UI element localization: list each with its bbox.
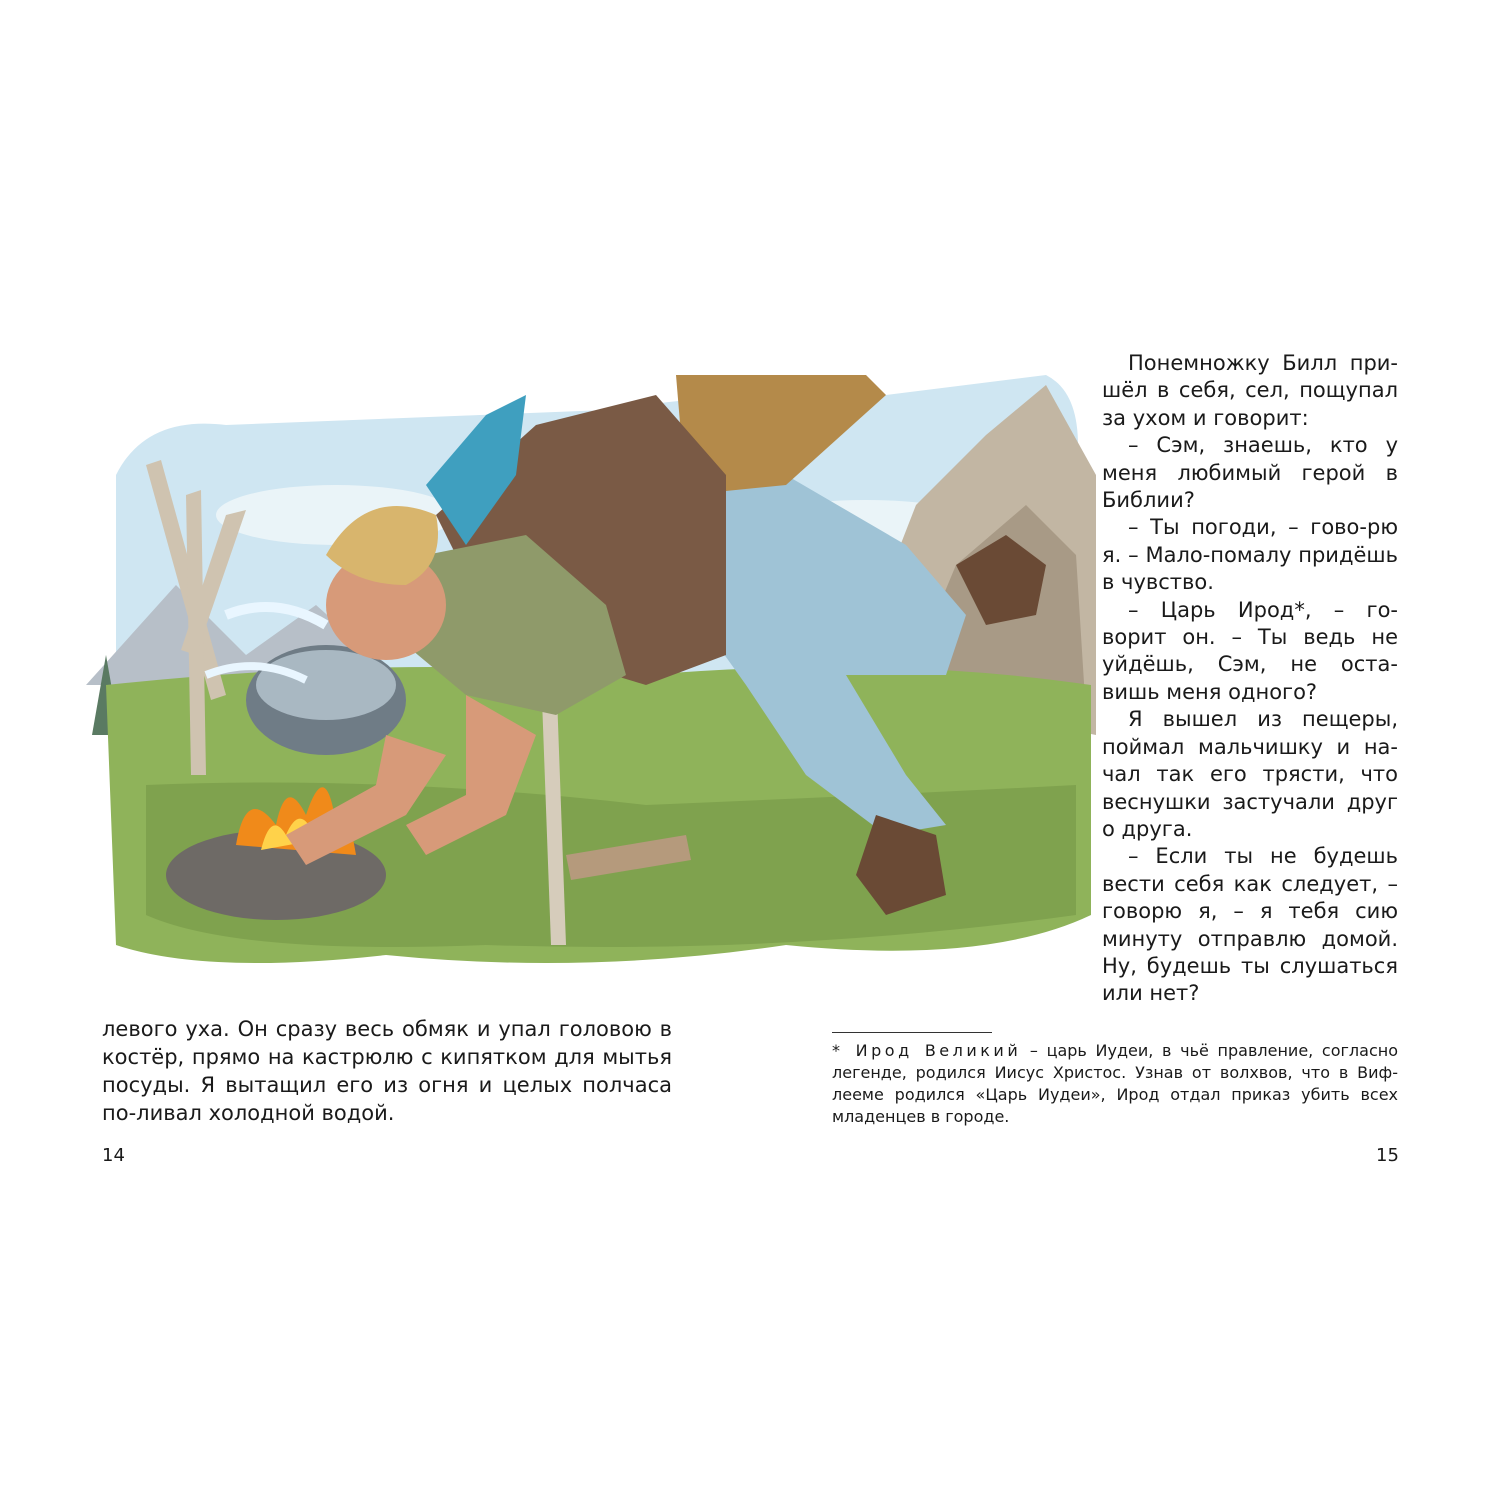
illustration-svg	[86, 355, 1101, 980]
paragraph: – Ты погоди, – гово-рю я. – Мало-помалу придёшь в чувство.	[1102, 515, 1398, 595]
right-page-text	[1102, 350, 1398, 1008]
paragraph: – Царь Ирод*, – го-ворит он. – Ты ведь не уйдёшь, Сэм, не оста-вишь меня одного?	[1102, 597, 1398, 704]
page-number-left: 14	[102, 1145, 125, 1166]
paragraph: – Сэм, знаешь, кто у меня любимый герой в Библии?	[1102, 433, 1398, 513]
page-number-right: 15	[1376, 1145, 1399, 1166]
story-illustration	[86, 355, 1101, 980]
paragraph: Я вышел из пещеры, поймал мальчишку и на-чал так его трясти, что веснушки застучали друг о друга.	[1102, 707, 1398, 841]
paragraph: левого уха. Он сразу весь обмяк и упал головою в костёр, прямо на кастрюлю с кипятком для мытья посуды. Я вытащил его из огня и целых полчаса по-ливал холодной водой.	[102, 1017, 672, 1125]
footnote-body: – царь Иудеи, в чьё правление, согласно легенде, родился Иисус Христос. Узнав от волхвов, что в Виф-лееме родился «Царь Иудеи», Ирод отдал приказ убить всех младенцев в городе.	[832, 1041, 1398, 1126]
left-page-text	[102, 1015, 672, 1127]
footnote-term: * Ирод Великий	[832, 1041, 1022, 1060]
footnote	[832, 1040, 1398, 1128]
paragraph: – Если ты не будешь вести себя как следует, – говорю я, – я тебя сию минуту отправлю домой. Ну, будешь ты слушаться или нет?	[1102, 844, 1398, 1006]
paragraph: Понемножку Билл при-шёл в себя, сел, пощупал за ухом и говорит:	[1102, 351, 1398, 430]
footnote-text	[832, 1040, 1398, 1128]
footnote-divider	[832, 1032, 992, 1033]
